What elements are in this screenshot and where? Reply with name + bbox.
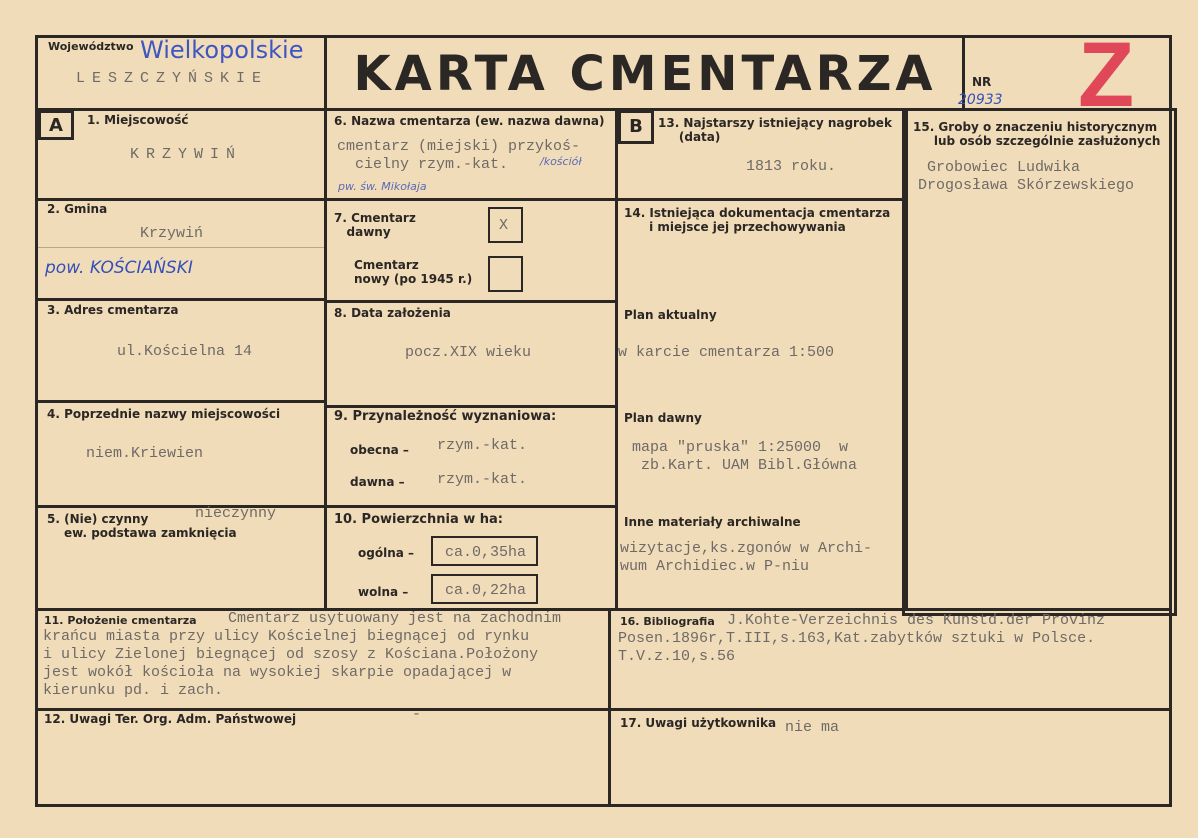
field-6-value: cmentarz (miejski) przykoś- cielny rzym.-kat.	[337, 138, 581, 173]
field-16-label: 16. Bibliografia	[620, 615, 715, 628]
field-2-label: 2. Gmina	[47, 202, 108, 216]
nr-handwritten: 20933	[958, 92, 1003, 108]
dawna-label: dawna –	[350, 475, 405, 489]
field-5-label2: ew. podstawa zamknięcia	[64, 526, 237, 540]
obecna-label: obecna –	[350, 443, 409, 457]
field-13-label: 13. Najstarszy istniejący nagrobek (data)	[658, 116, 892, 144]
wolna-label: wolna –	[358, 585, 409, 599]
divider	[38, 247, 324, 248]
plan-aktualny-value: w karcie cmentarza 1:500	[618, 344, 835, 361]
field-5-label: 5. (Nie) czynny	[47, 512, 149, 526]
field-14-label: 14. Istniejąca dokumentacja cmentarza i miejsce jej przechowywania	[624, 206, 891, 234]
inne-materialy-value: wizytacje,ks.zgonów w Archi- wum Archidiec.w P-niu	[620, 540, 873, 575]
field-8-label: 8. Data założenia	[334, 306, 451, 320]
nowy-checkbox[interactable]	[488, 256, 523, 292]
dawny-checkbox[interactable]	[488, 207, 523, 243]
field-3-value: ul.Kościelna 14	[117, 343, 253, 360]
field-11-label: 11. Położenie cmentarza	[44, 614, 197, 627]
wojewodztwo-value: LESZCZYŃSKIE	[76, 70, 269, 87]
field-1-label: 1. Miejscowość	[87, 113, 189, 127]
field-15-label: 15. Groby o znaczeniu historycznym lub osób szczególnie zasłużonych	[913, 120, 1161, 148]
field-4-value: niem.Kriewien	[86, 445, 204, 462]
page-title: KARTA CMENTARZA	[353, 46, 937, 102]
field-3-label: 3. Adres cmentarza	[47, 303, 179, 317]
ogolna-box	[431, 536, 538, 566]
ogolna-value: ca.0,35ha	[445, 544, 527, 561]
obecna-value: rzym.-kat.	[437, 437, 528, 454]
field-6-handwritten-2: pw. św. Mikołaja	[338, 180, 427, 193]
inne-materialy-label: Inne materiały archiwalne	[624, 515, 801, 529]
field-11-value-first: Cmentarz usytuowany jest na zachodnim	[228, 610, 562, 627]
wolna-box	[431, 574, 538, 604]
dawna-value: rzym.-kat.	[437, 471, 528, 488]
wojewodztwo-stamp: Wielkopolskie	[140, 36, 304, 64]
field-11-value: krańcu miasta przy ulicy Kościelnej biegnącej od rynku i ulicy Zielonej biegnącej od szosy z Kościana.Położony jest wokół kościoła na wysokiej skarpie opadającej w kierunku pd. i zach.	[43, 628, 539, 699]
field-6-label: 6. Nazwa cmentarza (ew. nazwa dawna)	[334, 114, 605, 128]
field-2-value: Krzywiń	[140, 225, 204, 242]
field-1-value: KRZYWIŃ	[130, 146, 243, 163]
plan-dawny-value: mapa "pruska" 1:25000 w zb.Kart. UAM Bibl.Główna	[632, 439, 858, 474]
field-5-value: nieczynny	[195, 505, 277, 522]
field-12-label: 12. Uwagi Ter. Org. Adm. Państwowej	[44, 712, 297, 726]
field-7-nowy-label: Cmentarz nowy (po 1945 r.)	[354, 258, 473, 286]
field-6-handwritten: /kościół	[540, 155, 582, 168]
section-b-marker: B	[618, 110, 654, 144]
field-17-value: nie ma	[785, 719, 840, 736]
field-16-value-first: J.Kohte-Verzeichnis des Kunstd.der Provinz	[727, 612, 1106, 629]
wojewodztwo-label: Województwo	[48, 40, 134, 53]
nr-label: NR	[972, 75, 992, 89]
field-9-label: 9. Przynależność wyznaniowa:	[334, 409, 557, 424]
field-10-label: 10. Powierzchnia w ha:	[334, 512, 504, 527]
section-a-marker: A	[38, 110, 74, 140]
ogolna-label: ogólna –	[358, 546, 415, 560]
field-15-value: Grobowiec Ludwika Drogosława Skórzewskiego	[918, 159, 1135, 194]
field-16-value: Posen.1896r,T.III,s.163,Kat.zabytków sztuki w Polsce. T.V.z.10,s.56	[618, 630, 1096, 665]
field-17-label: 17. Uwagi użytkownika	[620, 716, 777, 730]
field-4-label: 4. Poprzednie nazwy miejscowości	[47, 407, 281, 421]
field-12-value: -	[412, 706, 422, 723]
field-8-value: pocz.XIX wieku	[405, 344, 532, 361]
nr-stamp: Z	[1078, 24, 1135, 126]
plan-dawny-label: Plan dawny	[624, 411, 702, 425]
wolna-value: ca.0,22ha	[445, 582, 527, 599]
plan-aktualny-label: Plan aktualny	[624, 308, 717, 322]
powiat-handwritten: pow. KOŚCIAŃSKI	[45, 258, 193, 278]
field-13-value: 1813 roku.	[746, 158, 837, 175]
dawny-mark: X	[499, 217, 509, 234]
field-7-label: 7. Cmentarz dawny	[334, 211, 416, 239]
